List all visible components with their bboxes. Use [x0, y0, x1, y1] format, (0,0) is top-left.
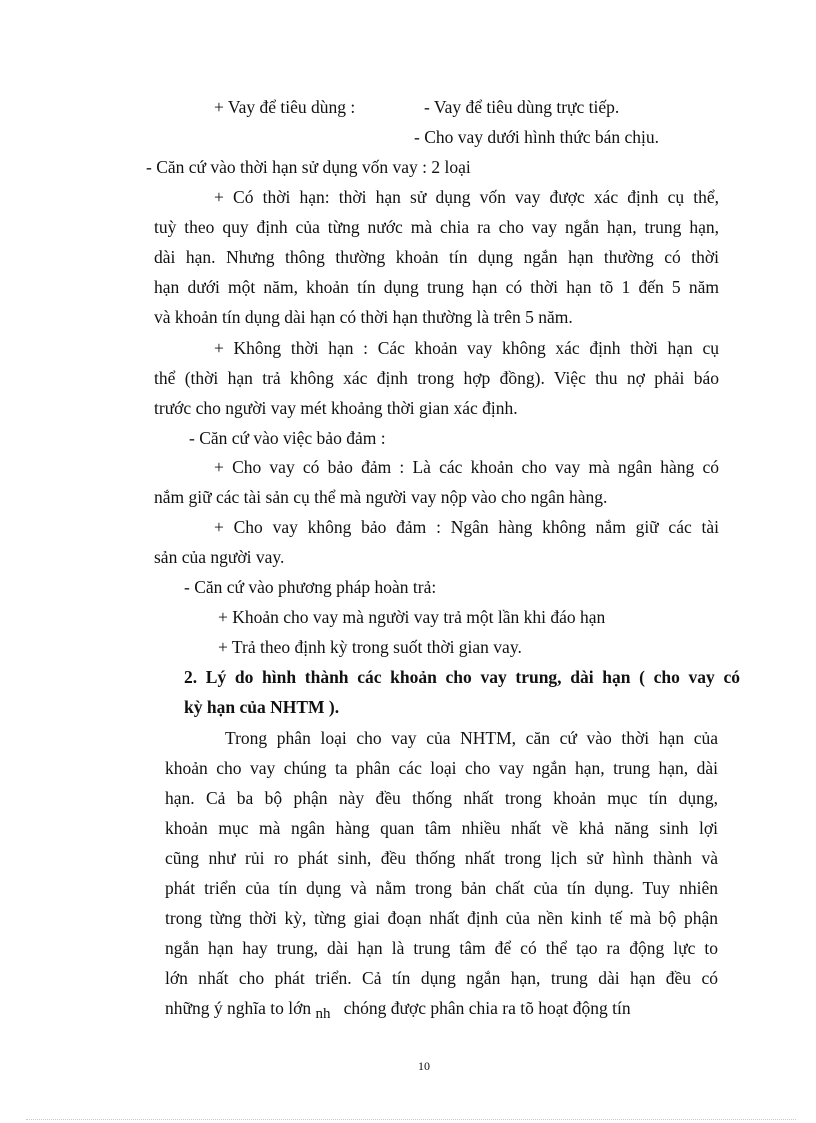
- paragraph-line: ngắn hạn hay trung, dài hạn là trung tâm để có thể tạo ra động lực to: [165, 938, 718, 958]
- paragraph-line: Trong phân loại cho vay của NHTM, căn cứ vào thời hạn của: [225, 728, 718, 748]
- consumer-loan-direct: - Vay để tiêu dùng trực tiếp.: [424, 97, 620, 117]
- paragraph-line: khoản cho vay chúng ta phân các loại cho vay ngắn hạn, trung hạn, dài: [165, 758, 718, 778]
- text-fragment: chóng được phân chia ra tõ hoạt động tín: [343, 998, 631, 1018]
- paragraph-line-truncated: [165, 998, 631, 1020]
- paragraph-line: sản của người vay.: [154, 547, 285, 567]
- section-heading-cont: kỳ hạn của NHTM ).: [184, 697, 340, 717]
- bullet-consumer-loan: + Vay để tiêu dùng :: [214, 97, 356, 117]
- page-boundary-rule: [26, 1119, 796, 1120]
- heading-by-repayment: - Căn cứ vào phương pháp hoàn trả:: [184, 577, 437, 597]
- paragraph-line: khoản mục mà ngân hàng quan tâm nhiều nhất về khả năng sinh lợi: [165, 818, 718, 838]
- paragraph-line: lớn nhất cho phát triển. Cả tín dụng ngắn hạn, trung dài hạn đều có: [165, 968, 718, 988]
- paragraph-line: thể (thời hạn trả không xác định trong hợp đồng). Việc thu nợ phải báo: [154, 368, 719, 388]
- paragraph-line: phát triển của tín dụng và nằm trong bản chất của tín dụng. Tuy nhiên: [165, 878, 718, 898]
- paragraph-line: hạn dưới một năm, khoản tín dụng trung hạn có thời hạn tõ 1 đến 5 năm: [154, 277, 719, 297]
- heading-by-term: - Căn cứ vào thời hạn sử dụng vốn vay : 2 loại: [146, 157, 471, 177]
- paragraph-line: nắm giữ các tài sản cụ thể mà người vay nộp vào cho ngân hàng.: [154, 487, 608, 507]
- paragraph-line: trước cho người vay mét khoảng thời gian xác định.: [154, 398, 518, 418]
- paragraph-line: cũng như rủi ro phát sinh, đều thống nhất trong lịch sử hình thành và: [165, 848, 718, 868]
- text-fragment: những ý nghĩa to lớn: [165, 998, 312, 1018]
- heading-by-collateral: - Căn cứ vào việc bảo đảm :: [189, 428, 386, 448]
- bullet-item: + Trả theo định kỳ trong suốt thời gian vay.: [218, 637, 522, 657]
- paragraph-line: + Không thời hạn : Các khoản vay không xác định thời hạn cụ: [214, 338, 719, 358]
- paragraph-line: và khoản tín dụng dài hạn có thời hạn thường là trên 5 năm.: [154, 307, 573, 327]
- paragraph-line: trong từng thời kỳ, từng giai đoạn nhất định của nền kinh tế mà bộ phận: [165, 908, 718, 928]
- paragraph-line: dài hạn. Nhưng thông thường khoản tín dụng ngắn hạn thường có thời: [154, 247, 719, 267]
- paragraph-line: tuỳ theo quy định của từng nước mà chia ra cho vay ngắn hạn, trung hạn,: [154, 217, 719, 237]
- page-number: 10: [418, 1059, 430, 1073]
- text-fragment-sub: nh: [315, 1006, 331, 1022]
- paragraph-line: + Cho vay không bảo đảm : Ngân hàng không nắm giữ các tài: [214, 517, 719, 537]
- paragraph-line: hạn. Cả ba bộ phận này đều thống nhất trong khoản mục tín dụng,: [165, 788, 718, 808]
- paragraph-line: + Cho vay có bảo đảm : Là các khoản cho vay mà ngân hàng có: [214, 457, 719, 477]
- bullet-item: + Khoản cho vay mà người vay trả một lần khi đáo hạn: [218, 607, 606, 627]
- section-heading: 2. Lý do hình thành các khoản cho vay trung, dài hạn ( cho vay có: [184, 667, 740, 687]
- paragraph-line: + Có thời hạn: thời hạn sử dụng vốn vay được xác định cụ thể,: [214, 187, 719, 207]
- consumer-loan-deferred: - Cho vay dưới hình thức bán chịu.: [414, 127, 659, 147]
